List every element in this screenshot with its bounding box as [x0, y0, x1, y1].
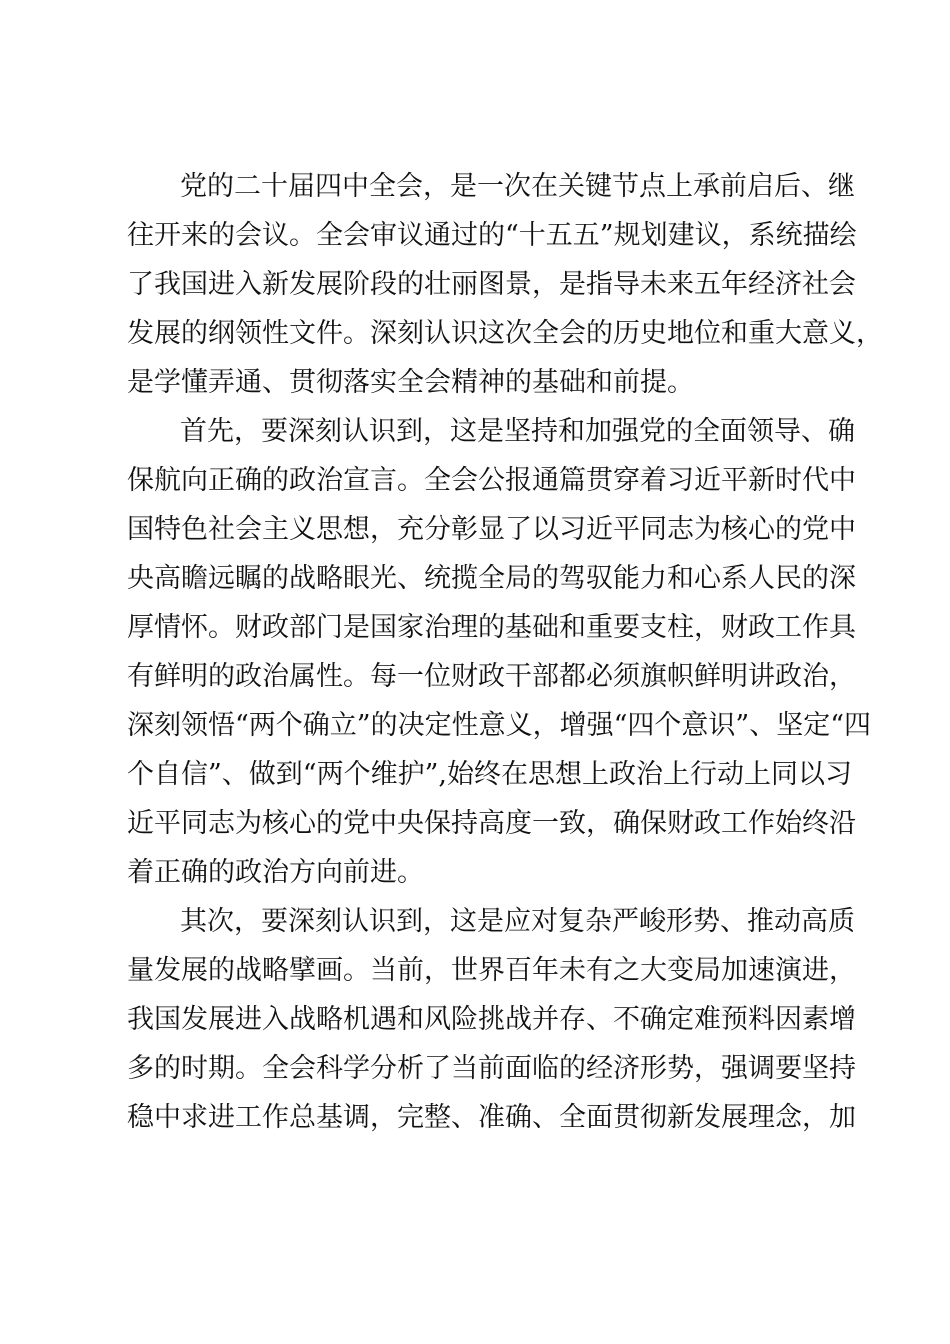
text-line: 近平同志为核心的党中央保持高度一致，确保财政工作始终沿	[127, 808, 856, 839]
text-line: 量发展的战略擘画。当前，世界百年未有之大变局加速演进，	[127, 955, 856, 986]
text-line: 央高瞻远瞩的战略眼光、统揽全局的驾驭能力和心系人民的深	[127, 563, 856, 594]
text-line: 有鲜明的政治属性。每一位财政干部都必须旗帜鲜明讲政治，	[127, 661, 856, 692]
body-text	[127, 162, 883, 1142]
text-line: 首先，要深刻认识到，这是坚持和加强党的全面领导、确	[180, 416, 855, 447]
text-line: 稳中求进工作总基调，完整、准确、全面贯彻新发展理念，加	[127, 1102, 856, 1133]
text-line: 往开来的会议。全会审议通过的“十五五”规划建议，系统描绘	[127, 220, 857, 251]
text-line: 发展的纲领性文件。深刻认识这次全会的历史地位和重大意义，	[127, 318, 883, 349]
text-line: 多的时期。全会科学分析了当前面临的经济形势，强调要坚持	[127, 1053, 856, 1084]
text-line: 党的二十届四中全会，是一次在关键节点上承前启后、继	[180, 171, 855, 202]
text-line: 了我国进入新发展阶段的壮丽图景，是指导未来五年经济社会	[127, 269, 856, 300]
text-line: 个自信”、做到“两个维护”,始终在思想上政治上行动上同以习	[127, 759, 852, 790]
text-line: 是学懂弄通、贯彻落实全会精神的基础和前提。	[127, 367, 694, 398]
text-line: 保航向正确的政治宣言。全会公报通篇贯穿着习近平新时代中	[127, 465, 856, 496]
paragraph-1	[127, 162, 883, 407]
text-line: 厚情怀。财政部门是国家治理的基础和重要支柱，财政工作具	[127, 612, 856, 643]
text-line: 其次，要深刻认识到，这是应对复杂严峻形势、推动高质	[180, 906, 855, 937]
paragraph-3	[127, 897, 856, 1142]
text-line: 深刻领悟“两个确立”的决定性意义，增强“四个意识”、坚定“四	[127, 710, 872, 741]
paragraph-2	[127, 407, 872, 897]
text-line: 着正确的政治方向前进。	[127, 857, 424, 888]
text-line: 国特色社会主义思想，充分彰显了以习近平同志为核心的党中	[127, 514, 856, 545]
text-line: 我国发展进入战略机遇和风险挑战并存、不确定难预料因素增	[127, 1004, 856, 1035]
